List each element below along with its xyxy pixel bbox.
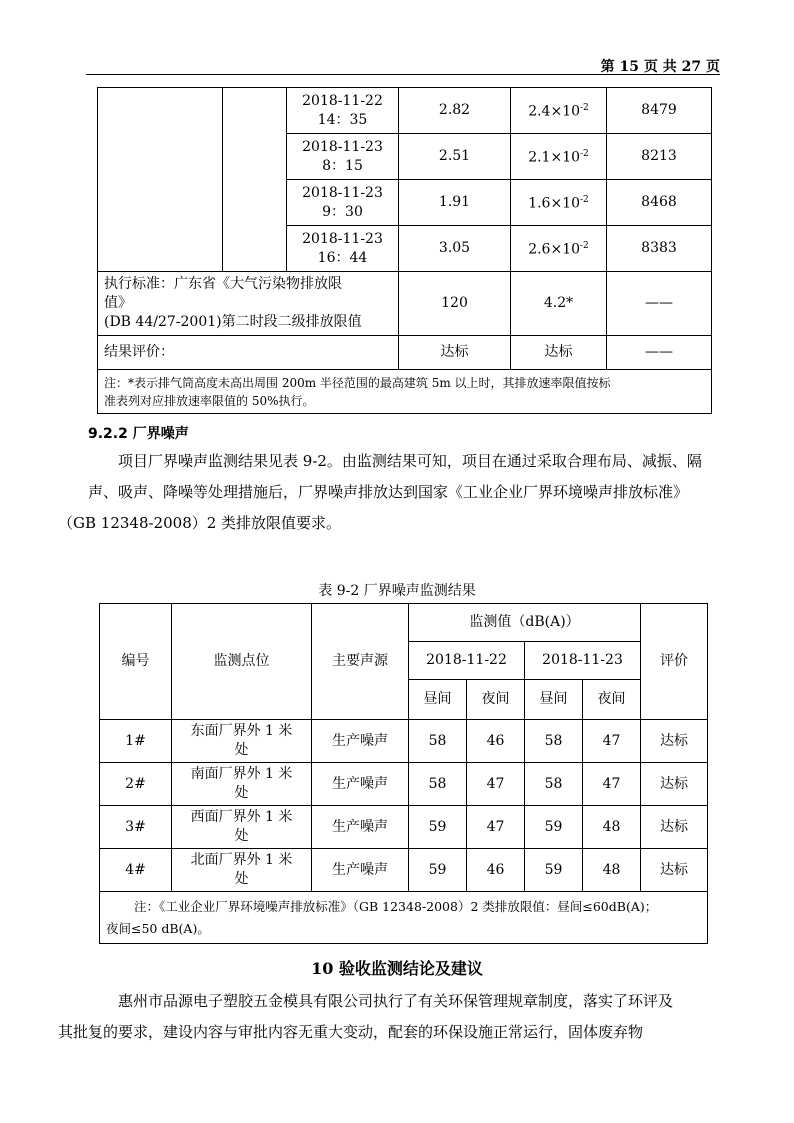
sample-time: 2018-11-23 16：44	[287, 226, 399, 272]
row-d2-day: 58	[525, 720, 583, 763]
row-source: 生产噪声	[312, 763, 409, 806]
concentration-cell: 2.51	[399, 134, 511, 180]
row-eval: 达标	[641, 849, 708, 892]
concentration-cell: 3.05	[399, 226, 511, 272]
standard-concentration: 120	[399, 272, 511, 336]
result-label: 结果评价：	[98, 336, 399, 370]
row-eval: 达标	[641, 806, 708, 849]
header-point: 监测点位	[172, 604, 312, 720]
empty-cell	[223, 88, 287, 272]
page-number: 第 15 页 共 27 页	[600, 59, 720, 75]
row-eval: 达标	[641, 720, 708, 763]
flow-cell: 8479	[607, 88, 712, 134]
row-point: 西面厂界外 1 米 处	[172, 806, 312, 849]
row-d1-day: 59	[409, 849, 467, 892]
table-row	[98, 88, 712, 134]
table-caption: 表 9-2 厂界噪声监测结果	[318, 583, 476, 599]
note-row	[98, 370, 712, 414]
header-eval: 评价	[641, 604, 708, 720]
header-day: 昼间	[525, 680, 583, 720]
header-no: 编号	[100, 604, 172, 720]
header-date2: 2018-11-23	[525, 642, 641, 680]
sample-time: 2018-11-23 8：15	[287, 134, 399, 180]
row-point: 北面厂界外 1 米 处	[172, 849, 312, 892]
noise-results-table	[99, 603, 708, 944]
row-d2-night: 47	[583, 720, 641, 763]
sample-time: 2018-11-23 9：30	[287, 180, 399, 226]
row-d2-day: 59	[525, 806, 583, 849]
flow-cell: 8213	[607, 134, 712, 180]
rate-cell: $2.4\times 10^{-2}$	[511, 88, 607, 134]
paragraph-noise: 项目厂界噪声监测结果见表 9-2。由监测结果可知，项目在通过采取合理布局、减振、隔 声、吸声、降噪等处理措施后，厂界噪声排放达到国家《工业企业厂界环境噪声排放标准》 （GB 12348-2008）2 类排放限值要求。	[58, 452, 702, 532]
standard-row	[98, 272, 712, 336]
header-source: 主要声源	[312, 604, 409, 720]
result-flow: ——	[607, 336, 712, 370]
concentration-cell: 2.82	[399, 88, 511, 134]
rate-cell: $2.6\times 10^{-2}$	[511, 226, 607, 272]
result-rate: 达标	[511, 336, 607, 370]
row-d1-day: 58	[409, 720, 467, 763]
row-no: 2#	[100, 763, 172, 806]
row-no: 4#	[100, 849, 172, 892]
table-row	[100, 806, 708, 849]
table-note: 注：《工业企业厂界环境噪声排放标准》（GB 12348-2008）2 类排放限值：昼间≤60dB(A)； 夜间≤50 dB(A)。	[100, 892, 708, 944]
standard-flow: ——	[607, 272, 712, 336]
row-d1-night: 47	[467, 806, 525, 849]
header-day: 昼间	[409, 680, 467, 720]
note-row	[100, 892, 708, 944]
concentration-cell: 1.91	[399, 180, 511, 226]
table-row	[100, 849, 708, 892]
sample-time: 2018-11-22 14：35	[287, 88, 399, 134]
section-heading-10: 10 验收监测结论及建议	[311, 959, 483, 978]
row-point: 南面厂界外 1 米 处	[172, 763, 312, 806]
section-heading-9-2-2: 9.2.2 厂界噪声	[88, 426, 189, 442]
page-header	[86, 56, 720, 75]
table-note: 注：*表示排气筒高度未高出周围 200m 半径范围的最高建筑 5m 以上时，其排放速率限值按标 准表列对应排放速率限值的 50%执行。	[98, 370, 712, 414]
row-d2-night: 48	[583, 849, 641, 892]
rate-cell: $1.6\times 10^{-2}$	[511, 180, 607, 226]
standard-rate: 4.2*	[511, 272, 607, 336]
row-d1-night: 47	[467, 763, 525, 806]
row-source: 生产噪声	[312, 720, 409, 763]
rate-cell: $2.1\times 10^{-2}$	[511, 134, 607, 180]
result-concentration: 达标	[399, 336, 511, 370]
header-value: 监测值（dB(A)）	[409, 604, 641, 642]
flow-cell: 8383	[607, 226, 712, 272]
flow-cell: 8468	[607, 180, 712, 226]
table-row	[100, 763, 708, 806]
header-night: 夜间	[467, 680, 525, 720]
header-row	[100, 604, 708, 642]
row-d2-day: 59	[525, 849, 583, 892]
row-d2-day: 58	[525, 763, 583, 806]
row-d1-day: 59	[409, 806, 467, 849]
exhaust-results-table-continued	[97, 87, 712, 414]
row-source: 生产噪声	[312, 849, 409, 892]
row-d1-day: 58	[409, 763, 467, 806]
row-no: 3#	[100, 806, 172, 849]
table-row	[100, 720, 708, 763]
empty-cell	[98, 88, 223, 272]
row-point: 东面厂界外 1 米 处	[172, 720, 312, 763]
row-source: 生产噪声	[312, 806, 409, 849]
header-date1: 2018-11-22	[409, 642, 525, 680]
row-no: 1#	[100, 720, 172, 763]
paragraph-conclusion: 惠州市品源电子塑胶五金模具有限公司执行了有关环保管理规章制度，落实了环评及 其批复的要求，建设内容与审批内容无重大变动，配套的环保设施正常运行，固体废弃物	[58, 992, 674, 1041]
standard-label: 执行标准：广东省《大气污染物排放限 值》 (DB 44/27-2001)第二时段二级排放限值	[98, 272, 399, 336]
result-row	[98, 336, 712, 370]
header-night: 夜间	[583, 680, 641, 720]
row-d2-night: 48	[583, 806, 641, 849]
row-eval: 达标	[641, 763, 708, 806]
row-d1-night: 46	[467, 849, 525, 892]
row-d1-night: 46	[467, 720, 525, 763]
row-d2-night: 47	[583, 763, 641, 806]
